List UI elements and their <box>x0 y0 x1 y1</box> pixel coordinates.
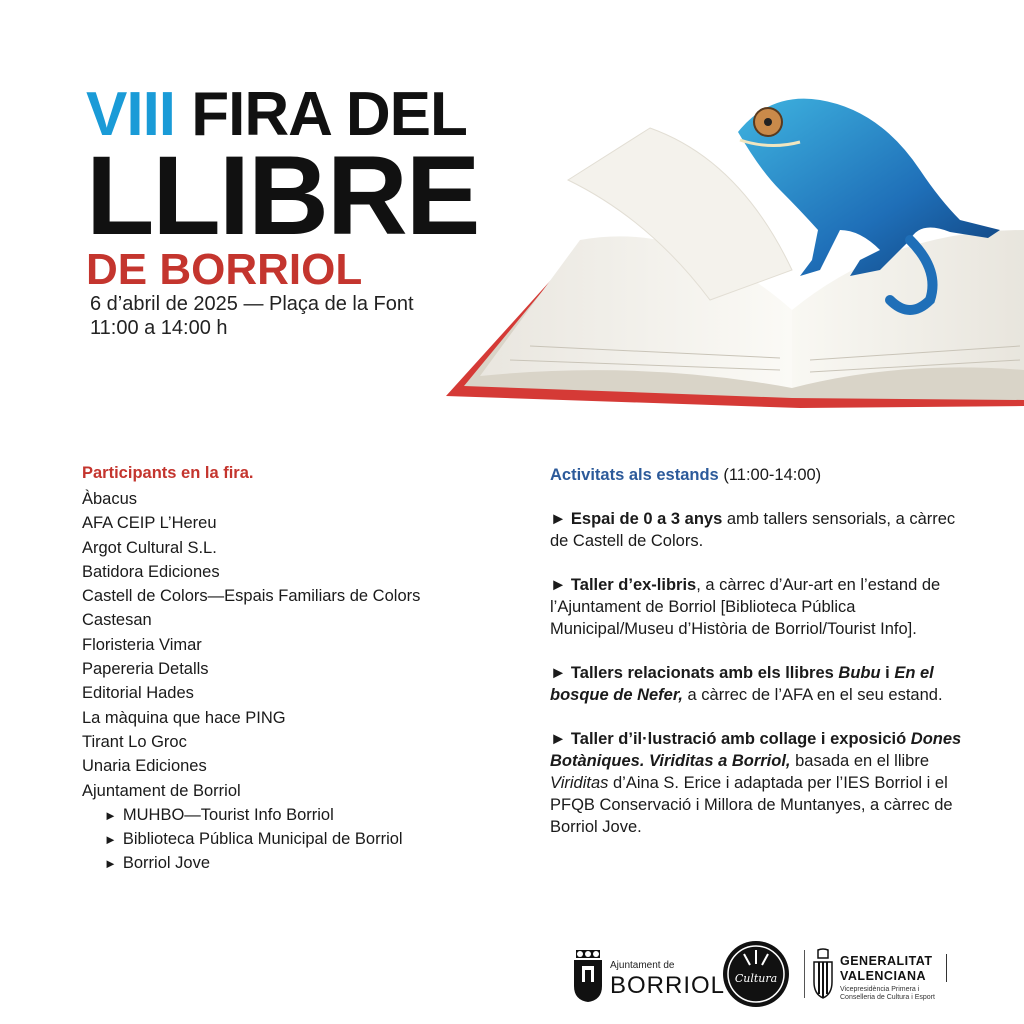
participant-sub-item <box>82 827 502 851</box>
date-place: 6 d’abril de 2025 — Plaça de la Font <box>90 293 414 315</box>
arrow-right-icon: ► <box>104 856 117 872</box>
participant-item: Castell de Colors—Espais Familiars de Colors <box>82 587 421 606</box>
activity-4 <box>550 728 970 838</box>
book-chameleon-illustration <box>440 70 1024 420</box>
title-de-borriol: DE BORRIOL <box>86 245 363 294</box>
gv-line-2: VALENCIANA <box>840 969 927 983</box>
participant-item: La màquina que hace PING <box>82 708 286 727</box>
participant-item: Tirant Lo Groc <box>82 732 187 751</box>
participant-sub-item <box>82 803 502 827</box>
arrow-right-icon: ► <box>104 807 117 823</box>
event-title <box>86 80 479 294</box>
activity-text: a càrrec de l’AFA en el seu estand. <box>682 686 943 704</box>
participant-item: Editorial Hades <box>82 684 194 703</box>
activities-heading-time: (11:00-14:00) <box>718 466 822 484</box>
generalitat-emblem-icon <box>812 948 834 1000</box>
participants-heading: Participants en la fira. <box>82 464 254 482</box>
event-info <box>90 292 414 340</box>
sponsor-logos <box>568 940 968 1010</box>
participant-item: Batidora Ediciones <box>82 562 220 581</box>
activity-title: ► Taller d’il·lustració amb collage i exposició <box>550 730 911 748</box>
participant-item: AFA CEIP L’Hereu <box>82 514 217 533</box>
sub-item-label: Biblioteca Pública Municipal de Borriol <box>122 830 403 849</box>
gv-divider <box>946 954 947 982</box>
gv-line-3: Vicepresidència Primera i Conselleria de Cultura i Esport <box>840 986 935 1001</box>
borriol-shield-icon <box>572 950 604 1002</box>
activities-heading <box>550 464 970 486</box>
participant-item: Floristeria Vimar <box>82 635 202 654</box>
participant-item: Papereria Detalls <box>82 660 209 679</box>
participant-item: Ajuntament de Borriol <box>82 781 241 800</box>
participant-item: Castesan <box>82 611 152 630</box>
book-title: Bubu <box>838 664 881 682</box>
participant-item: Àbacus <box>82 490 138 508</box>
book-title: Viriditas <box>550 774 609 792</box>
participants-section <box>82 464 502 876</box>
ajuntament-borriol-logo <box>568 946 726 1002</box>
generalitat-valenciana-logo <box>812 948 972 1004</box>
activity-title: ► Taller d’ex-libris <box>550 576 697 594</box>
participant-sub-item <box>82 851 502 875</box>
activities-section <box>550 464 970 860</box>
book-title: En el bosque de Nefer, <box>550 664 934 704</box>
activity-title: ► Tallers relacionats amb els llibres <box>550 664 839 682</box>
round-logo-text: Cultura <box>734 972 778 985</box>
edition-number: VIII <box>86 80 176 149</box>
borriol-big-text: BORRIOL <box>610 972 726 999</box>
arrow-right-icon: ► <box>104 832 117 848</box>
activity-text: d’Aina S. Erice i adaptada per l’IES Borriol i el PFQB Conservació i Millora de Muntanyes, a càrrec de Borriol Jove. <box>550 774 953 836</box>
activity-text: amb tallers sensorials, a càrrec de Castell de Colors. <box>550 510 956 550</box>
activity-2 <box>550 574 970 640</box>
sub-item-label: Borriol Jove <box>122 854 210 873</box>
sub-item-label: MUHBO—Tourist Info Borriol <box>122 805 334 824</box>
cultura-round-logo <box>722 940 790 1008</box>
activity-text: , a càrrec d’Aur-art en l’estand de l’Ajuntament de Borriol [Biblioteca Pública Municipal/Museu d’Història de Borriol/Tourist Info]. <box>550 576 941 638</box>
title-llibre: LLIBRE <box>86 133 479 258</box>
exhibition-title: Dones Botàniques. Viriditas a Borriol, <box>550 730 962 770</box>
activity-3 <box>550 662 970 706</box>
participant-item: Argot Cultural S.L. <box>82 538 217 557</box>
participant-item: Unaria Ediciones <box>82 757 207 776</box>
gv-line-1: GENERALITAT <box>840 954 933 968</box>
activity-1 <box>550 508 970 552</box>
activities-heading-label: Activitats als estands <box>550 466 719 484</box>
activity-title: ► Espai de 0 a 3 anys <box>550 510 723 528</box>
activity-title: i <box>880 664 895 682</box>
logo-divider <box>804 950 805 998</box>
activity-text: basada en el llibre <box>790 752 930 770</box>
hours: 11:00 a 14:00 h <box>90 317 228 339</box>
title-fira-del: FIRA DEL <box>191 80 467 149</box>
borriol-small-text: Ajuntament de <box>610 960 675 971</box>
